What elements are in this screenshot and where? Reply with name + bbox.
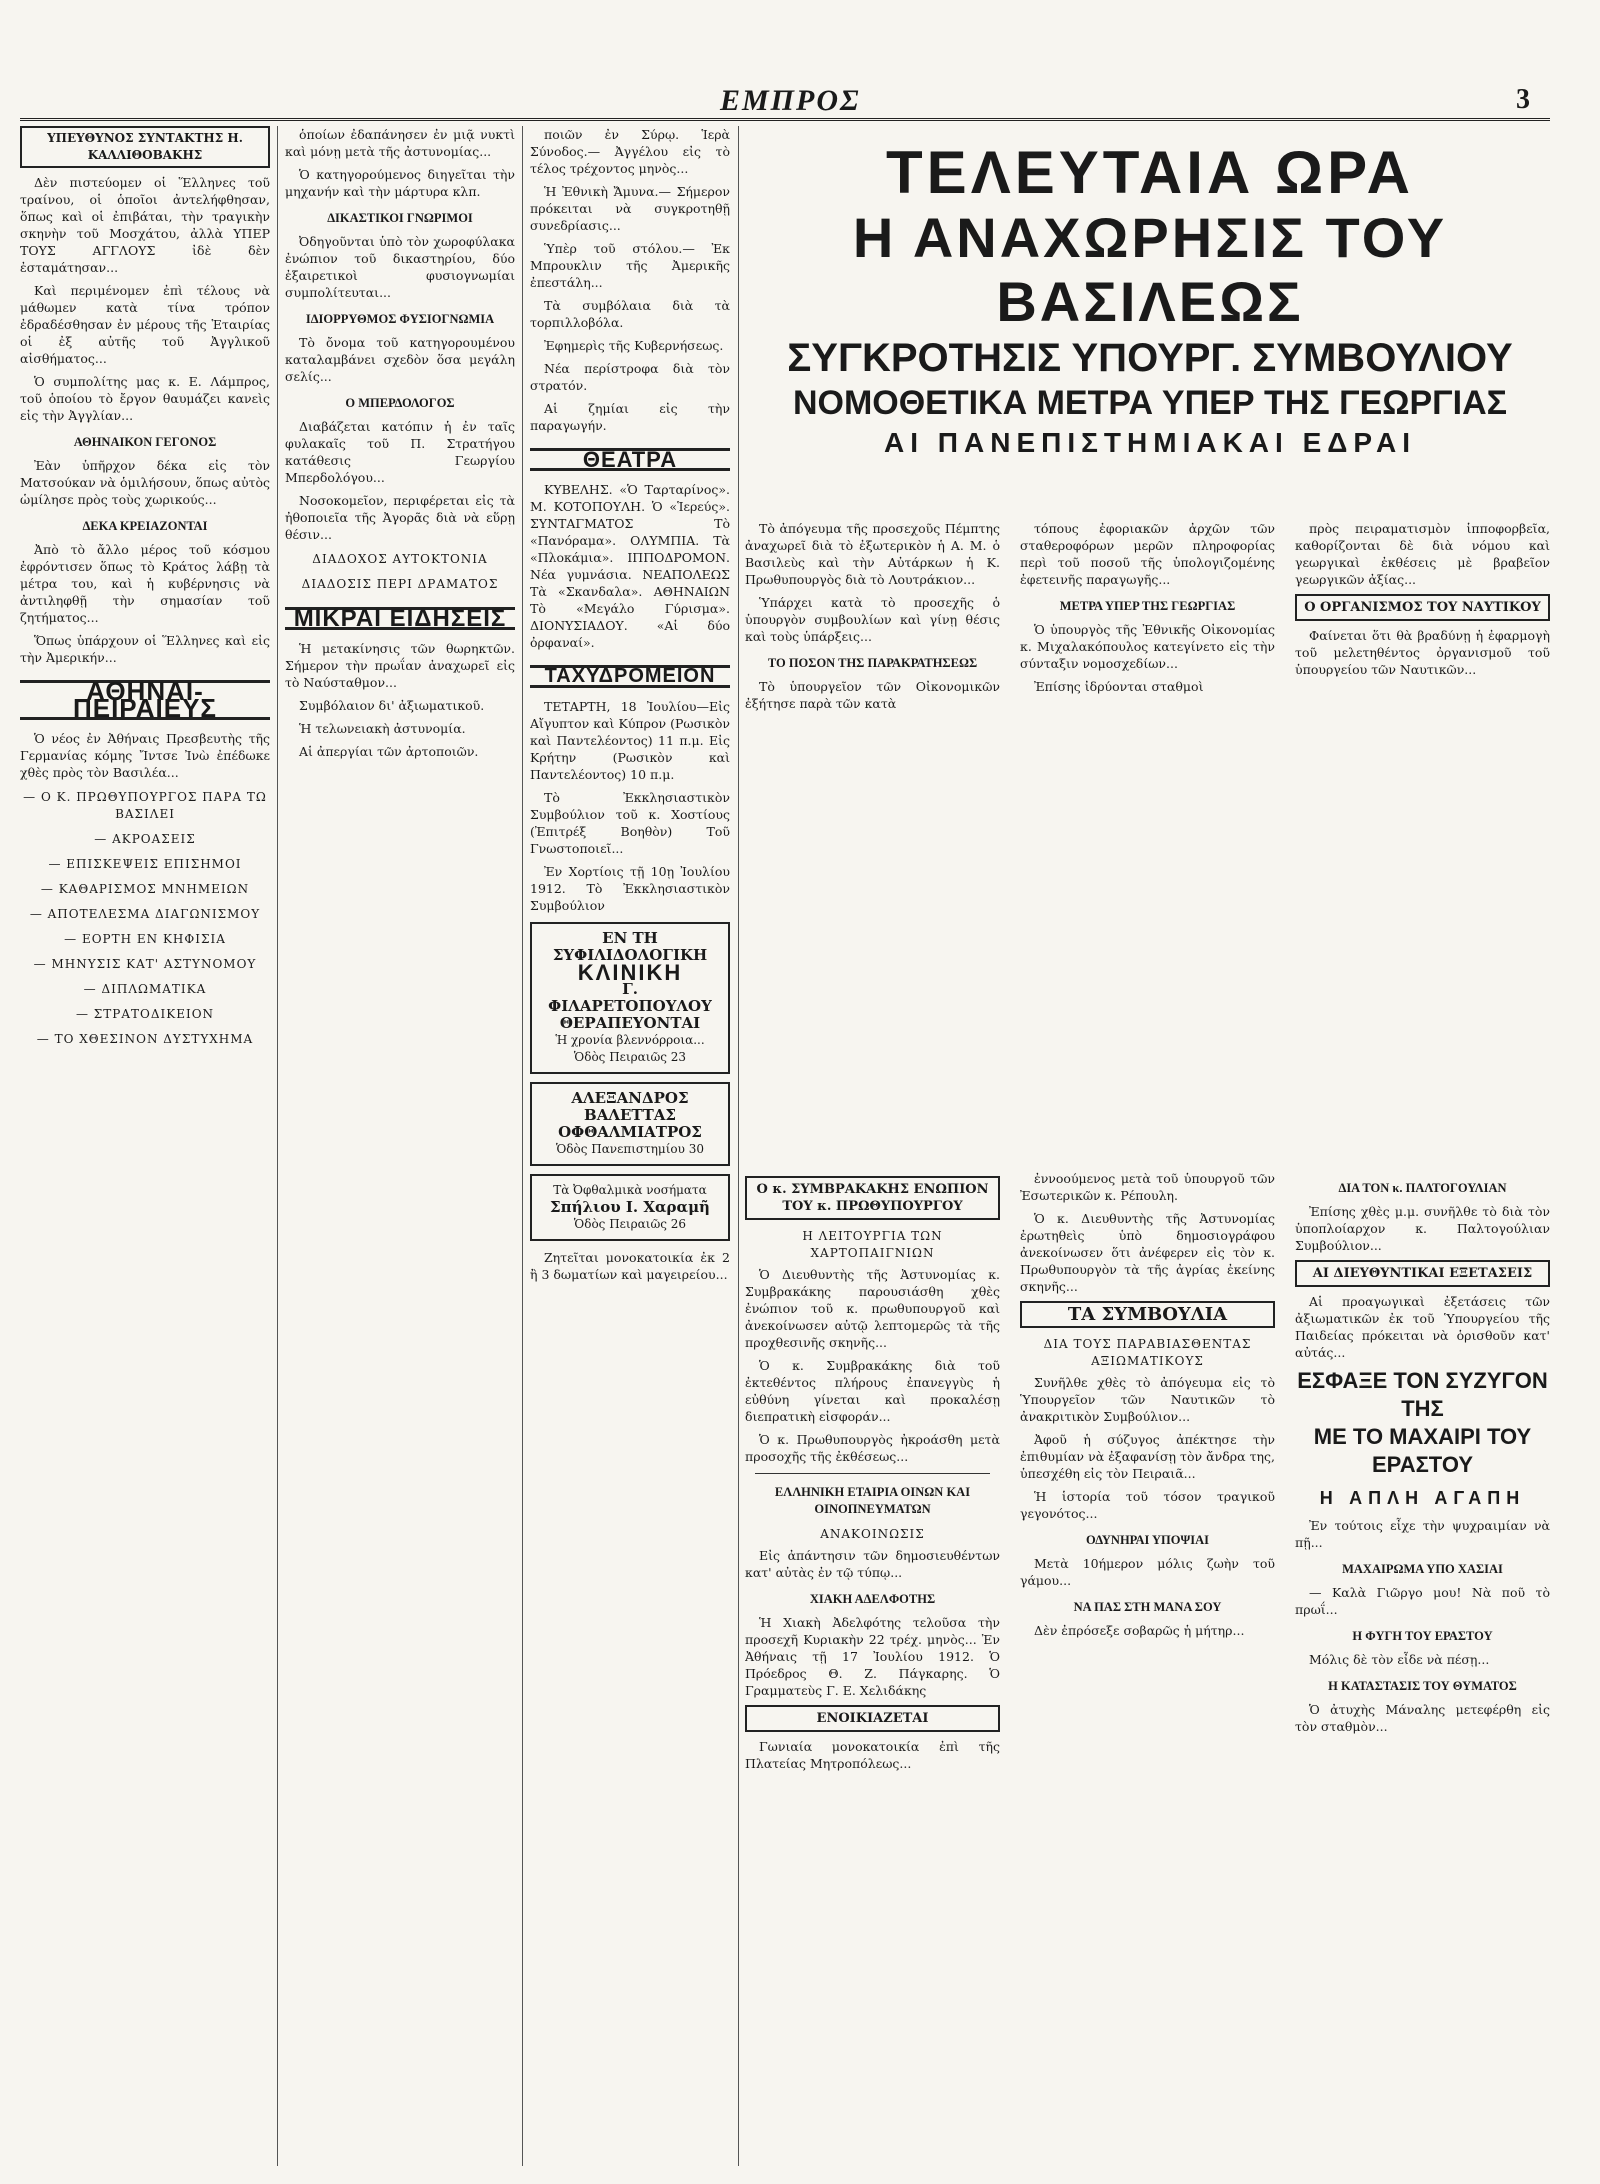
section-heading: ΟΔΥΝΗΡΑΙ ΥΠΟΨΙΑΙ xyxy=(1085,1533,1209,1547)
article-paragraph: Ἡ Ἐθνικὴ Ἄμυνα.— Σήμερον πρόκειται νὰ συγκροτηθῇ συνεδρίασις... xyxy=(530,184,730,233)
article-paragraph: Τὸ ὑπουργεῖον τῶν Οἰκονομικῶν ἐξήτησε παρὰ τῶν κατὰ xyxy=(745,679,1000,711)
ad-line: Σπήλιου Ι. Χαραμῆ xyxy=(550,1198,710,1216)
article-paragraph: Τὸ ἀπόγευμα τῆς προσεχοῦς Πέμπτης ἀναχωρεῖ διὰ τὸ ἐξωτερικὸν ἡ Α. Μ. ὁ Βασιλεὺς καὶ τὴν Αὐτάρκων ἡ Κ. Πρωθυπουργὸς διὰ τὸ Λουτράκιον... xyxy=(745,521,1000,587)
article-paragraph: Ὁ νέος ἐν Ἀθήναις Πρεσβευτὴς τῆς Γερμανίας κόμης Ἴντσε Ἰνὼ ἐπέδωκε χθὲς πρὸς τὸν Βασιλέα... xyxy=(20,731,270,780)
section-banner: ΜΙΚΡΑΙ ΕΙΔΗΣΕΙΣ xyxy=(285,607,515,630)
news-item-heading: ΔΙΑΔΟΧΟΣ ΑΥΤΟΚΤΟΝΙΑ xyxy=(312,552,488,566)
article-paragraph: Διαβάζεται κατόπιν ἡ ἐν ταῖς φυλακαῖς τοῦ Π. Στρατήγου κατάθεσις Γεωργίου Μπερδολόγου... xyxy=(285,419,515,485)
sub-heading: Η ΛΕΙΤΟΥΡΓΙΑ ΤΩΝ ΧΑΡΤΟΠΑΙΓΝΙΩΝ xyxy=(802,1229,943,1260)
news-item-heading: — ΤΟ ΧΘΕΣΙΝΟΝ ΔΥΣΤΥΧΗΜΑ xyxy=(36,1032,254,1046)
section-heading: Ο κ. ΣΥΜΒΡΑΚΑΚΗΣ ΕΝΩΠΙΟΝ ΤΟΥ κ. ΠΡΩΘΥΠΟΥΡΓΟΥ xyxy=(745,1176,1000,1220)
news-item-heading: — ΚΑΘΑΡΙΣΜΟΣ ΜΝΗΜΕΙΩΝ xyxy=(40,882,250,896)
article-paragraph: Νοσοκομεῖον, περιφέρεται εἰς τὰ ἠθοποιεῖα τῆς Ἀγορᾶς διὰ νὰ εὕρῃ θέσιν... xyxy=(285,493,515,542)
headline-university: ΑΙ ΠΑΝΕΠΙΣΤΗΜΙΑΚΑΙ ΕΔΡΑΙ xyxy=(884,427,1416,458)
doctor-advertisement xyxy=(530,1082,730,1166)
section-heading: Η ΦΥΓΗ ΤΟΥ ΕΡΑΣΤΟΥ xyxy=(1352,1629,1493,1643)
article-column xyxy=(1295,520,1550,1160)
article-paragraph: Ὁ ὑπουργὸς τῆς Ἐθνικῆς Οἰκονομίας κ. Μιχαλακόπουλος κατεγίνετο εἰς τὴν σύνταξιν νομοσχεδίων... xyxy=(1020,622,1275,671)
article-paragraph: Ὁ κ. Διευθυντὴς τῆς Ἀστυνομίας ἐρωτηθεὶς ὑπὸ δημοσιογράφου ἀνεκοίνωσεν ὅτι ἀνέφερεν εἰς τὸν κ. Πρωθυπουργὸν τὰ τῆς ἀγρίας ἐκείνης σκηνῆς... xyxy=(1020,1211,1275,1294)
article-column xyxy=(1020,520,1275,1160)
article-paragraph: Ὁ κ. Πρωθυπουργὸς ἠκροάσθη μετὰ προσοχῆς τῆς ἐκθέσεως... xyxy=(745,1432,1000,1464)
article-paragraph: Ἐὰν ὑπῆρχον δέκα εἰς τὸν Ματσούκαν νὰ ὁμιλήσουν, ὅπως αὐτὸς ὡμίλησε πρὸς τοὺς χωρικούς... xyxy=(20,458,270,507)
murder-headline: ΜΕ ΤΟ ΜΑΧΑΙΡΙ ΤΟΥ ΕΡΑΣΤΟΥ xyxy=(1313,1424,1532,1477)
news-item-heading: — ΕΠΙΣΚΕΨΕΙΣ ΕΠΙΣΗΜΟΙ xyxy=(48,857,242,871)
article-paragraph: Συμβόλαιον δι' ἀξιωματικοῦ. xyxy=(299,698,485,713)
ad-line: ΘΕΡΑΠΕΥΟΝΤΑΙ xyxy=(559,1014,701,1032)
article-column xyxy=(1295,1170,1550,2160)
news-item-heading: — ΜΗΝΥΣΙΣ ΚΑΤ' ΑΣΤΥΝΟΜΟΥ xyxy=(33,957,257,971)
classified-ad: Ζητεῖται μονοκατοικία ἐκ 2 ἢ 3 δωματίων καὶ μαγειρείου... xyxy=(530,1250,730,1282)
section-heading: Ο ΜΠΕΡΔΟΛΟΓΟΣ xyxy=(345,396,455,410)
article-column xyxy=(745,520,1000,1160)
article-paragraph: Ὑπάρχει κατὰ τὸ προσεχῆς ὁ ὑπουργὸν συμβουλίων καὶ γίνῃ θέσις καὶ τοὺς ὑπάρξεις... xyxy=(745,595,1000,644)
byline: ΥΠΕΥΘΥΝΟΣ ΣΥΝΤΑΚΤΗΣ Η. ΚΑΛΛΙΘΟΒΑΚΗΣ xyxy=(20,126,270,168)
article-paragraph: Τὰ συμβόλαια διὰ τὰ τορπιλλοβόλα. xyxy=(530,298,730,330)
article-paragraph: Ἐφημερὶς τῆς Κυβερνήσεως. xyxy=(544,338,724,353)
article-paragraph: Ἐν τούτοις εἶχε τὴν ψυχραιμίαν νὰ πῇ... xyxy=(1295,1518,1550,1550)
article-paragraph: ποιῶν ἐν Σύρῳ. Ἱερὰ Σύνοδος.— Ἀγγέλου εἰς τὸ τέλος τρέχοντος μηνὸς... xyxy=(530,127,730,176)
article-paragraph: Ἐπίσης ἰδρύονται σταθμοὶ xyxy=(1034,679,1204,694)
section-heading: Η ΚΑΤΑΣΤΑΣΙΣ ΤΟΥ ΘΥΜΑΤΟΣ xyxy=(1328,1679,1517,1693)
news-item-heading: — ΕΟΡΤΗ ΕΝ ΚΗΦΙΣΙΑ xyxy=(64,932,226,946)
article-paragraph: Τὸ Ἐκκλησιαστικὸν Συμβούλιον τοῦ κ. Χοστίους (Ἐπιτρέξ Βοηθὸν) Τοῦ Γνωστοποιεῖ... xyxy=(530,790,730,856)
article-paragraph: Καὶ περιμένομεν ἐπὶ τέλους νὰ μάθωμεν κατὰ τίνα τρόπον ἐδραδέσθησαν ἐν μέρους τῆς Ἑταιρίας οἱ ἐξ αὐτῆς τοῦ Ἀγγλικοῦ αἰσθήματος... xyxy=(20,283,270,366)
article-paragraph: Ὑπὲρ τοῦ στόλου.— Ἐκ Μπρουκλιν τῆς Ἀμερικῆς ἐπεστάλη... xyxy=(530,241,730,290)
section-heading: ΤΑ ΣΥΜΒΟΥΛΙΑ xyxy=(1020,1301,1275,1328)
headline-banner xyxy=(745,140,1555,462)
article-paragraph: Ἀπὸ τὸ ἄλλο μέρος τοῦ κόσμου ἐφρόντισεν ὅπως τὸ Κράτος λάβῃ τὰ μέτρα του, καὶ ἡ κυβέρνησις νὰ ἀντιληφθῇ τὴν σημασίαν τοῦ ζητήματος... xyxy=(20,542,270,625)
section-heading: ΑΘΗΝΑΙΚΟΝ ΓΕΓΟΝΟΣ xyxy=(73,435,217,449)
article-paragraph: Αἱ ζημίαι εἰς τὴν παραγωγήν. xyxy=(530,401,730,433)
eye-clinic-advertisement xyxy=(530,1174,730,1241)
article-paragraph: Εἰς ἀπάντησιν τῶν δημοσιευθέντων κατ' αὐτὰς ἐν τῷ τύπῳ... xyxy=(745,1548,1000,1580)
news-item-heading: — ΑΠΟΤΕΛΕΣΜΑ ΔΙΑΓΩΝΙΣΜΟΥ xyxy=(29,907,261,921)
article-paragraph: Ἡ Χιακὴ Ἀδελφότης τελοῦσα τὴν προσεχῆ Κυριακὴν 22 τρέχ. μηνὸς... Ἐν Ἀθήναις τῇ 17 Ἰουλίου 1912. Ὁ Πρόεδρος Θ. Ζ. Πάγκαρης. Ὁ Γραμματεὺς Γ. Ε. Χελιδάκης xyxy=(745,1615,1000,1698)
article-paragraph: Ὁ συμπολίτης μας κ. Ε. Λάμπρος, τοῦ ὁποίου τὸ ἔργον θαυμάζει κανεὶς εἰς τὴν Ἀγγλίαν... xyxy=(20,374,270,423)
article-paragraph: Μόλις δὲ τὸν εἶδε νὰ πέσῃ... xyxy=(1309,1652,1490,1667)
article-paragraph: Αἱ ἀπεργίαι τῶν ἀρτοποιῶν. xyxy=(299,744,479,759)
murder-subheadline: Η ΑΠΛΗ ΑΓΑΠΗ xyxy=(1319,1488,1526,1508)
headline-agriculture: ΝΟΜΟΘΕΤΙΚΑ ΜΕΤΡΑ ΥΠΕΡ ΤΗΣ ΓΕΩΡΓΙΑΣ xyxy=(792,384,1508,422)
column-rule xyxy=(738,126,739,2166)
section-banner: ΑΘΗΝΑΙ-ΠΕΙΡΑΙΕΥΣ xyxy=(20,680,270,720)
ad-line: ΟΦΘΑΛΜΙΑΤΡΟΣ xyxy=(558,1123,702,1141)
article-paragraph: Ἀφοῦ ἡ σύζυγος ἀπέκτησε τὴν ἐπιθυμίαν νὰ ἐξαφανίσῃ τὸν ἄνδρα της, ὑπεσχέθη εἰς τὸν Πειραιᾶ... xyxy=(1020,1432,1275,1481)
masthead xyxy=(20,84,1550,121)
article-paragraph: Ἡ τελωνειακὴ ἀστυνομία. xyxy=(299,721,466,736)
section-heading: ΙΔΙΟΡΡΥΘΜΟΣ ΦΥΣΙΟΓΝΩΜΙΑ xyxy=(305,312,495,326)
news-item-heading: — Ο Κ. ΠΡΩΘΥΠΟΥΡΓΟΣ ΠΑΡΑ ΤΩ ΒΑΣΙΛΕΙ xyxy=(23,790,267,821)
news-item-heading: — ΣΤΡΑΤΟΔΙΚΕΙΟΝ xyxy=(75,1007,215,1021)
article-paragraph: Ὁ κ. Συμβρακάκης διὰ τοῦ ἐκτεθέντος πλήρους ἐπανεγγὺς ἡ εὐθύνη γίνεται καὶ προκαλέσῃ διεπρατικὴ εἰσφοράν... xyxy=(745,1358,1000,1424)
headline-last-hour: ΤΕΛΕΥΤΑΙΑ ΩΡΑ xyxy=(886,139,1414,206)
article-paragraph: Ἐπίσης χθὲς μ.μ. συνῆλθε τὸ διὰ τὸν ὑποπλοίαρχον κ. Παλτογούλιαν Συμβούλιον... xyxy=(1295,1204,1550,1253)
clinic-advertisement xyxy=(530,922,730,1074)
theatre-heading: ΘΕΑΤΡΑ xyxy=(530,448,730,471)
section-heading: ΑΙ ΔΙΕΥΘΥΝΤΙΚΑΙ ΕΞΕΤΑΣΕΙΣ xyxy=(1295,1260,1550,1287)
section-heading: ΕΝΟΙΚΙΑΖΕΤΑΙ xyxy=(745,1705,1000,1732)
article-paragraph: Ὁ ἀτυχὴς Μάναλης μετεφέρθη εἰς τὸν σταθμὸν... xyxy=(1295,1702,1550,1734)
section-heading: ΝΑ ΠΑΣ ΣΤΗ ΜΑΝΑ ΣΟΥ xyxy=(1073,1600,1222,1614)
section-heading: ΔΕΚΑ ΚΡΕΙΑΖΟΝΤΑΙ xyxy=(82,519,208,533)
ad-line: ΕΝ ΤΗ ΣΥΦΙΛΙΔΟΛΟΓΙΚΗ xyxy=(552,929,708,964)
section-heading: ΕΛΛΗΝΙΚΗ ΕΤΑΙΡΙΑ ΟΙΝΩΝ ΚΑΙ ΟΙΝΟΠΝΕΥΜΑΤΩΝ xyxy=(774,1485,971,1516)
section-heading: ΧΙΑΚΗ ΑΔΕΛΦΟΤΗΣ xyxy=(809,1592,936,1606)
headline-article xyxy=(745,520,1555,1160)
news-item-heading: — ΑΚΡΟΑΣΕΙΣ xyxy=(94,832,196,846)
article-paragraph: Αἱ προαγωγικαὶ ἐξετάσεις τῶν ἀξιωματικῶν ἐκ τοῦ Ὑπουργείου τῆς Παιδείας πρόκειται νὰ ὁρισθοῦν κατ' αὐτάς... xyxy=(1295,1294,1550,1360)
column-3 xyxy=(530,126,730,2166)
article-paragraph: Μετὰ 10ήμερον μόλις ζωὴν τοῦ γάμου... xyxy=(1020,1556,1275,1588)
murder-headline: ΕΣΦΑΞΕ ΤΟΝ ΣΥΖΥΓΟΝ ΤΗΣ xyxy=(1297,1368,1548,1421)
sub-heading: ΔΙΑ ΤΟΥΣ ΠΑΡΑΒΙΑΣΘΕΝΤΑΣ ΑΞΙΩΜΑΤΙΚΟΥΣ xyxy=(1043,1337,1252,1368)
article-paragraph: Δὲν ἐπρόσεξε σοβαρῶς ἡ μήτηρ... xyxy=(1034,1623,1245,1638)
ad-line: Ὁδὸς Πειραιῶς 26 xyxy=(573,1217,687,1231)
column-rule xyxy=(277,126,278,2166)
article-paragraph: Τὸ ὄνομα τοῦ κατηγορουμένου καταλαμβάνει σχεδὸν ὅσα μεγάλη σελίς... xyxy=(285,335,515,384)
article-paragraph: ὁποίων ἐδαπάνησεν ἐν μιᾷ νυκτὶ καὶ μόνῃ μετὰ τῆς ἀστυνομίας... xyxy=(285,127,515,159)
article-paragraph: Ὅπως ὑπάρχουν οἱ Ἕλληνες καὶ εἰς τὴν Ἀμερικήν... xyxy=(20,633,270,665)
article-paragraph: Ὁ Διευθυντὴς τῆς Ἀστυνομίας κ. Συμβρακάκης παρουσιάσθη χθὲς ἐνώπιον τοῦ κ. πρωθυπουργοῦ καὶ ἀνεκοίνωσεν αὐτῷ λεπτομερῶς τὰ τῆς προχθεσινῆς σκηνῆς... xyxy=(745,1267,1000,1350)
article-paragraph: Συνῆλθε χθὲς τὸ ἀπόγευμα εἰς τὸ Ὑπουργεῖον τῶν Ναυτικῶν τὸ ἀνακριτικὸν Συμβούλιον... xyxy=(1020,1375,1275,1424)
section-heading: ΔΙΚΑΣΤΙΚΟΙ ΓΝΩΡΙΜΟΙ xyxy=(327,211,473,225)
ad-line: Γ. ΦΙΛΑΡΕΤΟΠΟΥΛΟΥ xyxy=(548,980,712,1015)
article-paragraph: — Καλὰ Γιῶργο μου! Νὰ ποῦ τὸ πρωΐ... xyxy=(1295,1585,1550,1617)
headline-king-departure: Η ΑΝΑΧΩΡΗΣΙΣ ΤΟΥ ΒΑΣΙΛΕΩΣ xyxy=(852,206,1448,333)
ad-line: ΚΛΙΝΙΚΗ xyxy=(577,960,683,985)
theatre-listing: ΚΥΒΕΛΗΣ. «Ὁ Ταρταρίνος». Μ. ΚΟΤΟΠΟΥΛΗ. Ὁ «Ἱερεύς». ΣΥΝΤΑΓΜΑΤΟΣ Τὸ «Πανόραμα». ΟΛΥΜΠΙΑ. Τὰ «Πλοκάμια». ΙΠΠΟΔΡΟΜΟΝ. Νέα γυμνάσια. ΝΕΑΠΟΛΕΩΣ Τὰ «Σκανδαλα». ΑΘΗΝΑΙΩΝ Τὸ «Μεγάλο Γύρισμα». ΔΙΟΝΥΣΙΑΔΟΥ. «Αἱ δύο ὀρφαναί». xyxy=(530,482,730,650)
ad-line: Ἡ χρονία βλεννόρροια... Ὁδὸς Πειραιῶς 23 xyxy=(555,1033,705,1064)
article-column xyxy=(1020,1170,1275,2160)
article-paragraph: Ὀδηγοῦνται ὑπὸ τὸν χωροφύλακα ἐνώπιον τοῦ δικαστηρίου, δύο ἐξαιρετικοὶ φυσιογνωμίαι συμπολίτευται... xyxy=(285,234,515,300)
news-item-heading: ΔΙΑΔΟΣΙΣ ΠΕΡΙ ΔΡΑΜΑΤΟΣ xyxy=(301,577,499,591)
divider xyxy=(755,1473,990,1474)
section-heading: ΤΟ ΠΟΣΟΝ ΤΗΣ ΠΑΡΑΚΡΑΤΗΣΕΩΣ xyxy=(767,656,978,670)
column-1 xyxy=(20,126,270,2166)
section-heading: ΜΑΧΑΙΡΩΜΑ ΥΠΟ ΧΑΣΙΑΙ xyxy=(1342,1562,1503,1576)
article-paragraph: τόπους ἐφοριακῶν ἀρχῶν τῶν σταθεροφόρων μερῶν πληροφορίας περὶ τοῦ ποσοῦ τῆς ὑπολογιζομένης ἐφετεινῆς παραγωγῆς... xyxy=(1020,521,1275,587)
column-2 xyxy=(285,126,515,2166)
section-heading: Ο ΟΡΓΑΝΙΣΜΟΣ ΤΟΥ ΝΑΥΤΙΚΟΥ xyxy=(1295,594,1550,621)
sub-heading: ΑΝΑΚΟΙΝΩΣΙΣ xyxy=(820,1527,925,1541)
column-rule xyxy=(522,126,523,2166)
article-column xyxy=(745,1170,1000,2160)
article-paragraph: Ἡ ἱστορία τοῦ τόσον τραγικοῦ γεγονότος... xyxy=(1020,1489,1275,1521)
ad-line: Τὰ Ὀφθαλμικὰ νοσήματα xyxy=(553,1183,707,1197)
article-paragraph: Ἡ μετακίνησις τῶν θωρηκτῶν. Σήμερον τὴν πρωΐαν ἀναχωρεῖ εἰς τὸ Ναύσταθμον... xyxy=(285,641,515,690)
lower-section xyxy=(745,1170,1555,2170)
article-paragraph: Νέα περίστροφα διὰ τὸν στρατόν. xyxy=(530,361,730,393)
page-number: 3 xyxy=(1516,84,1530,115)
section-heading: ΜΕΤΡΑ ΥΠΕΡ ΤΗΣ ΓΕΩΡΓΙΑΣ xyxy=(1059,599,1236,613)
newspaper-title: ΕΜΠΡΟΣ xyxy=(720,84,861,117)
article-paragraph: ἐννοούμενος μετὰ τοῦ ὑπουργοῦ τῶν Ἐσωτερικῶν κ. Ρέπουλη. xyxy=(1020,1171,1275,1203)
article-paragraph: Γωνιαία μονοκατοικία ἐπὶ τῆς Πλατείας Μητροπόλεως... xyxy=(745,1739,1000,1771)
ad-line: ΑΛΕΞΑΝΔΡΟΣ ΒΑΛΕΤΤΑΣ xyxy=(571,1089,689,1124)
ad-line: Ὁδὸς Πανεπιστημίου 30 xyxy=(555,1142,705,1156)
post-heading: ΤΑΧΥΔΡΟΜΕΙΟΝ xyxy=(530,665,730,688)
headline-cabinet: ΣΥΓΚΡΟΤΗΣΙΣ ΥΠΟΥΡΓ. ΣΥΜΒΟΥΛΙΟΥ xyxy=(787,336,1513,380)
section-heading: ΔΙΑ ΤΟΝ κ. ΠΑΛΤΟΓΟΥΛΙΑΝ xyxy=(1338,1181,1507,1195)
article-paragraph: Φαίνεται ὅτι θὰ βραδύνῃ ἡ ἐφαρμογὴ τοῦ μελετηθέντος ὀργανισμοῦ τοῦ ὑπουργείου τῶν Ναυτικῶν... xyxy=(1295,628,1550,677)
article-paragraph: Ἐν Χορτίοις τῇ 10ῃ Ἰουλίου 1912. Τὸ Ἐκκλησιαστικὸν Συμβούλιον xyxy=(530,864,730,913)
post-listing: ΤΕΤΑΡΤΗ, 18 Ἰουλίου—Εἰς Αἴγυπτον καὶ Κύπρον (Ρωσικὸν καὶ Παντελέοντος) 11 π.μ. Εἰς Κρήτην (Ρωσικὸν καὶ Παντελέοντος) 10 π.μ. xyxy=(530,699,730,782)
article-paragraph: πρὸς πειραματισμὸν ἱπποφορβεῖα, καθορίζονται δὲ διὰ νόμου καὶ γεωργικαὶ ἐκθέσεις μὲ βραβεῖον γεωργικῶν ἀξίας... xyxy=(1295,521,1550,587)
article-paragraph: Δὲν πιστεύομεν οἱ Ἕλληνες τοῦ τραίνου, οἱ ὁποῖοι ἀντελήφθησαν, ὅπως καὶ οἱ ἐπιβάται, τὴν τραγικὴν σκηνὴν τοῦ Μοσχάτου, ἀλλὰ ΥΠΕΡ ΤΟΥΣ ΑΓΓΛΟΥΣ ἰδὲ δὲν ἐσταμάτησαν... xyxy=(20,175,270,275)
article-paragraph: Ὁ κατηγορούμενος διηγεῖται τὴν μηχανήν καὶ τὴν μάρτυρα κλπ. xyxy=(285,167,515,199)
news-item-heading: — ΔΙΠΛΩΜΑΤΙΚΑ xyxy=(83,982,207,996)
